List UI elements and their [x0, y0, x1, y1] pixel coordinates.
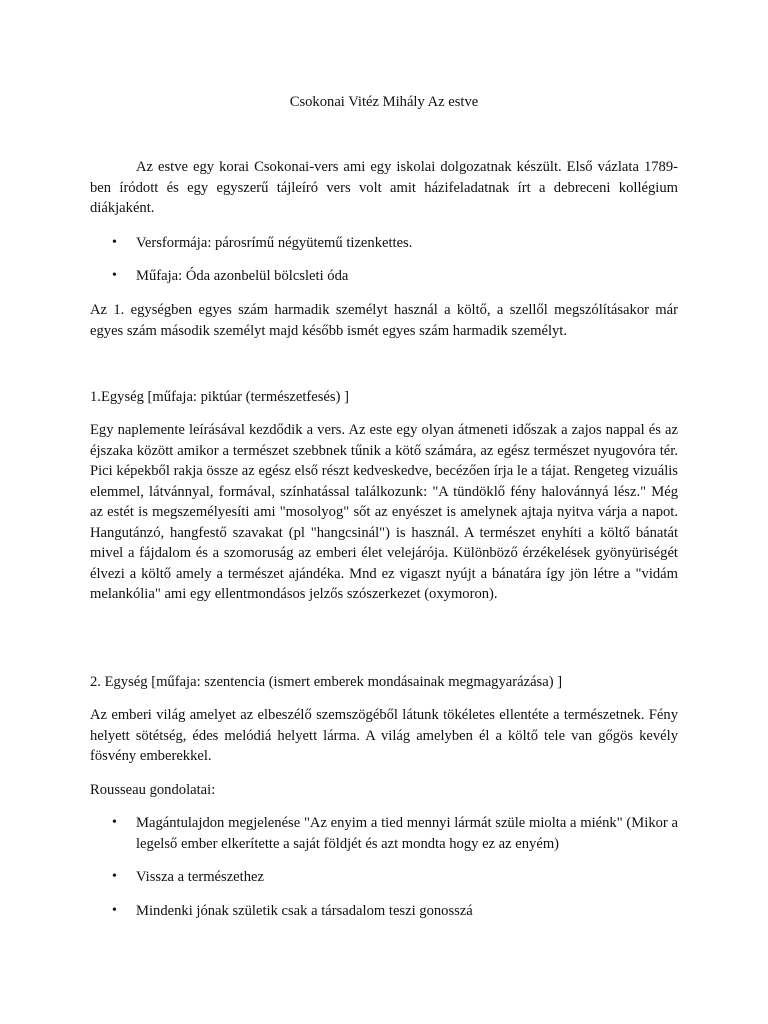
section-2-paragraph: Az emberi világ amelyet az elbeszélő szemszögéből látunk tökéletes ellentéte a természetnek. Fény helyett sötétség, édes melódiá helyett lárma. A világ amelyben él a költő tele van gőgös kevély fösvény emberekkel. — [90, 707, 678, 764]
bullet-icon: • — [112, 903, 117, 918]
section-1-paragraph: Egy naplemente leírásával kezdődik a vers. Az este egy olyan átmeneti időszak a zajos nappal és az éjszaka között amikor a természet szebbnek tűnik a kötő számára, az egész természet nyugovóra tér. Pici képekből rakja össze az egész első részt kedveskedve, becézően írja le a tájat. Rengeteg vizuális elemmel, látvánnyal, formával, színhatással találkozunk: "A tündöklő fény halovánnyá lész." Még az estét is megszemélyesíti ami "mosolyog" sőt az enyészet is amelynek ajtaja nyitva várja a napot. Hangutánzó, hangfestő szavakat (pl "hangcsinál") is használ. A természet enyhíti a költő bánatát mivel a fájdalom és a szomoruság az emberi élet velejárója. Különböző érzékelések gyönyüriségét élvezi a költő amely a természet ajándéka. Mnd ez vigaszt nyújt a bánatára így jön létre a "vidám melankólia" ami egy ellentmondásos jelzős szószerkezet (oxymoron). — [90, 422, 678, 602]
bullet-icon: • — [112, 869, 117, 884]
intro-paragraph: Az estve egy korai Csokonai-vers ami egy iskolai dolgozatnak készült. Első vázlata 1789-ben íródott és egy egyszerű tájleíró vers volt amit házifeladatnak írt a debreceni kollégium diákjaként. — [90, 159, 678, 216]
document-title: Csokonai Vitéz Mihály Az estve — [289, 94, 479, 110]
section-1-heading: 1.Egység [műfaja: piktúar (természetfesés) ] — [90, 389, 349, 405]
bullet-icon: • — [112, 268, 117, 283]
list-item-text: Műfaja: Óda azonbelül bölcsleti óda — [136, 268, 349, 284]
bullet-icon: • — [112, 815, 117, 830]
section-2-heading: 2. Egység [műfaja: szentencia (ismert emberek mondásainak megmagyarázása) ] — [90, 674, 563, 690]
rousseau-label: Rousseau gondolatai: — [90, 782, 216, 798]
list-item-text: Versformája: párosrímű négyütemű tizenkettes. — [136, 235, 413, 251]
bullet-icon: • — [112, 235, 117, 250]
list-item-text: Mindenki jónak születik csak a társadalom teszi gonosszá — [136, 903, 473, 919]
persons-paragraph: Az 1. egységben egyes szám harmadik személyt használ a költő, a szellől megszólításakor már egyes szám második személyt majd később ismét egyes szám harmadik személyt. — [90, 302, 678, 339]
list-item-text: Magántulajdon megjelenése "Az enyim a tied mennyi lármát szüle miolta a miénk" (Mikor a legelső ember elkerítette a saját földjét és azt mondta hogy ez az enyém) — [136, 815, 678, 852]
list-item-text: Vissza a természethez — [136, 869, 264, 885]
